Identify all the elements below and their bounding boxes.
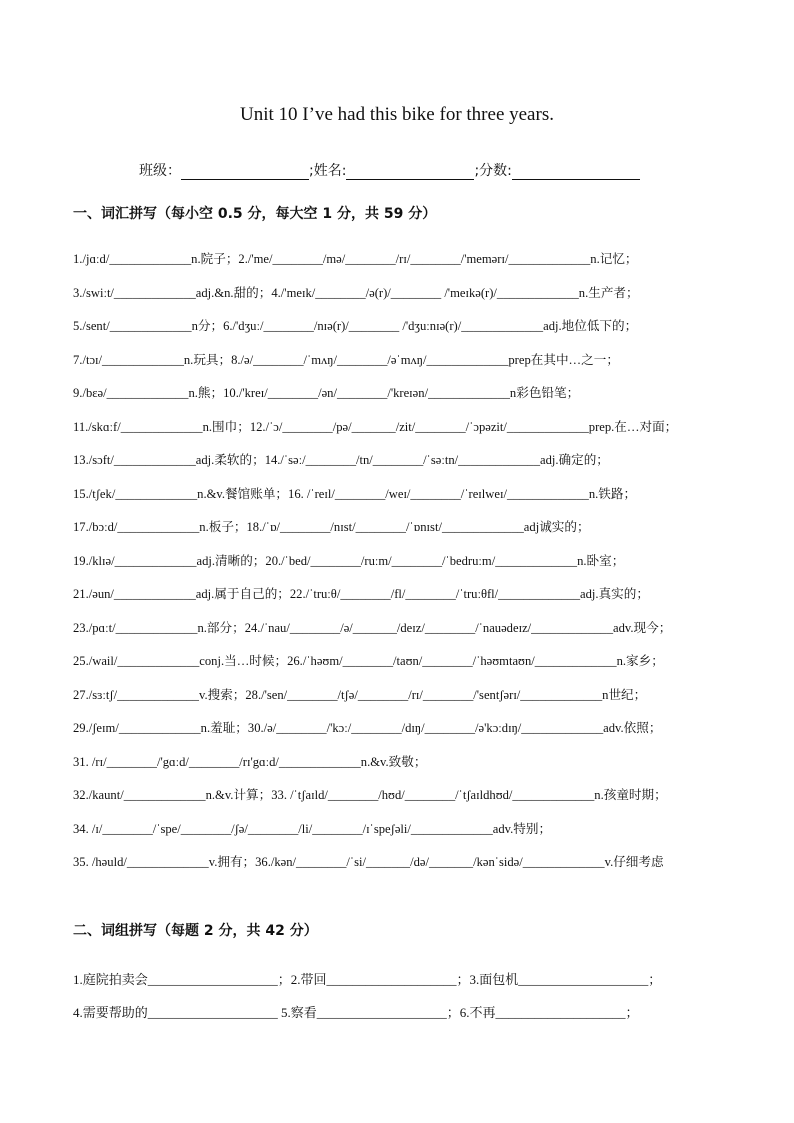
phrase-line-2: 4.需要帮助的____________________ 5.察看____________________；6.不再____________________； <box>73 1005 639 1020</box>
vocab-item-13: 25./wail/_____________conj.当…时候；26./ˈhəʊm/________/taʊn/________/ˈhəʊmtaʊn/_____________n.家乡； <box>73 654 664 668</box>
vocab-item-12: 23./pɑːt/_____________n.部分；24./ˈnau/________/ə/_______/deɪz/________/ˈnauədeɪz/_____________adv.现今； <box>73 620 672 635</box>
vocab-item-10: 19./klɪə/_____________adj.清晰的；20./ˈbed/________/ruːm/________/ˈbedruːm/_____________n.卧室； <box>73 553 625 568</box>
worksheet-title: Unit 10 I’ve had this bike for three years. <box>240 104 554 125</box>
score-blank[interactable] <box>512 163 640 180</box>
vocab-item-15: 29./ʃeɪm/_____________n.羞耻；30./ə/________/'kɔː/________/dɪŋ/________/ə'kɔːdɪŋ/_____________adv.依照； <box>73 721 662 735</box>
vocab-item-5: 9./bɛə/_____________n.熊；10./'kreɪ/________/ən/________/'kreɪən/_____________n彩色铅笔； <box>73 386 580 400</box>
score-label: ;分数: <box>474 163 512 179</box>
vocab-item-16: 31. /rɪ/________/'gɑːd/________/rɪ'gɑːd/_____________n.&v.致敬； <box>73 754 427 769</box>
vocab-item-6: 11./skɑːf/_____________n.围巾；12./ˈɔ/________/pə/_______/zit/________/ˈɔpəzit/_____________prep.在…对面； <box>73 419 678 434</box>
vocab-item-17: 32./kaunt/_____________n.&v.计算；33. /ˈtʃaɪld/________/hʊd/________/ˈtʃaɪldhʊd/_____________n.孩童时期； <box>73 788 667 802</box>
vocab-item-14: 27./sɜːtʃ/_____________v.搜索；28./'sen/________/tʃə/________/rɪ/________/'sentʃərɪ/_____________n世纪； <box>73 687 647 702</box>
section-2-heading: 二、词组拼写（每题 2 分，共 42 分） <box>73 923 318 939</box>
vocab-item-19: 35. /həuld/_____________v.拥有；36./kən/________/ˈsi/_______/də/_______/kənˈsidə/_____________v.仔细考虑 <box>73 855 664 869</box>
vocab-item-11: 21./əun/_____________adj.属于自己的；22./ˈtruːθ/________/fl/________/ˈtruːθfl/_____________adj.真实的； <box>73 587 649 601</box>
vocab-item-18: 34. /ɪ/________/ˈspe/________/ʃə/________/li/________/ɪˈspeʃəli/_____________adv.特别； <box>73 821 552 836</box>
name-label: ;姓名: <box>309 163 347 179</box>
phrase-line-1: 1.庭院拍卖会____________________；2.带回____________________；3.面包机____________________； <box>73 972 662 987</box>
vocab-item-8: 15./tʃek/_____________n.&v.餐馆账单；16. /ˈreɪl/________/weɪ/________/ˈreɪlweɪ/_____________n.铁路； <box>73 486 637 501</box>
vocab-item-7: 13./sɔft/_____________adj.柔软的；14./ˈsəː/________/tn/________/ˈsəːtn/_____________adj.确定的； <box>73 453 609 467</box>
section-1-heading: 一、词汇拼写（每小空 0.5 分，每大空 1 分，共 59 分） <box>73 206 437 222</box>
vocab-item-2: 3./swiːt/_____________adj.&n.甜的；4./'meɪk/________/ə(r)/________ /'meɪkə(r)/_____________n.生产者； <box>73 285 639 300</box>
student-info-line <box>139 160 640 180</box>
vocab-item-1: 1./jɑːd/_____________n.院子；2./'me/________/mə/________/rɪ/________/'memərɪ/_____________n.记忆； <box>73 252 638 266</box>
vocab-item-9: 17./bɔːd/_____________n.板子；18./ˈɒ/________/nɪst/________/ˈɒnɪst/_____________adj诚实的； <box>73 520 590 534</box>
class-blank[interactable] <box>181 163 309 180</box>
class-label: 班级： <box>139 163 181 179</box>
vocab-item-3: 5./sent/_____________n分；6./'dʒuː/________/nɪə(r)/________ /'dʒuːnɪə(r)/_____________adj.地位低下的； <box>73 319 638 333</box>
name-blank[interactable] <box>346 163 474 180</box>
vocab-item-4: 7./tɔɪ/_____________n.玩具；8./ə/________/ˈmʌŋ/________/əˈmʌŋ/_____________prep在其中…之一； <box>73 352 619 367</box>
